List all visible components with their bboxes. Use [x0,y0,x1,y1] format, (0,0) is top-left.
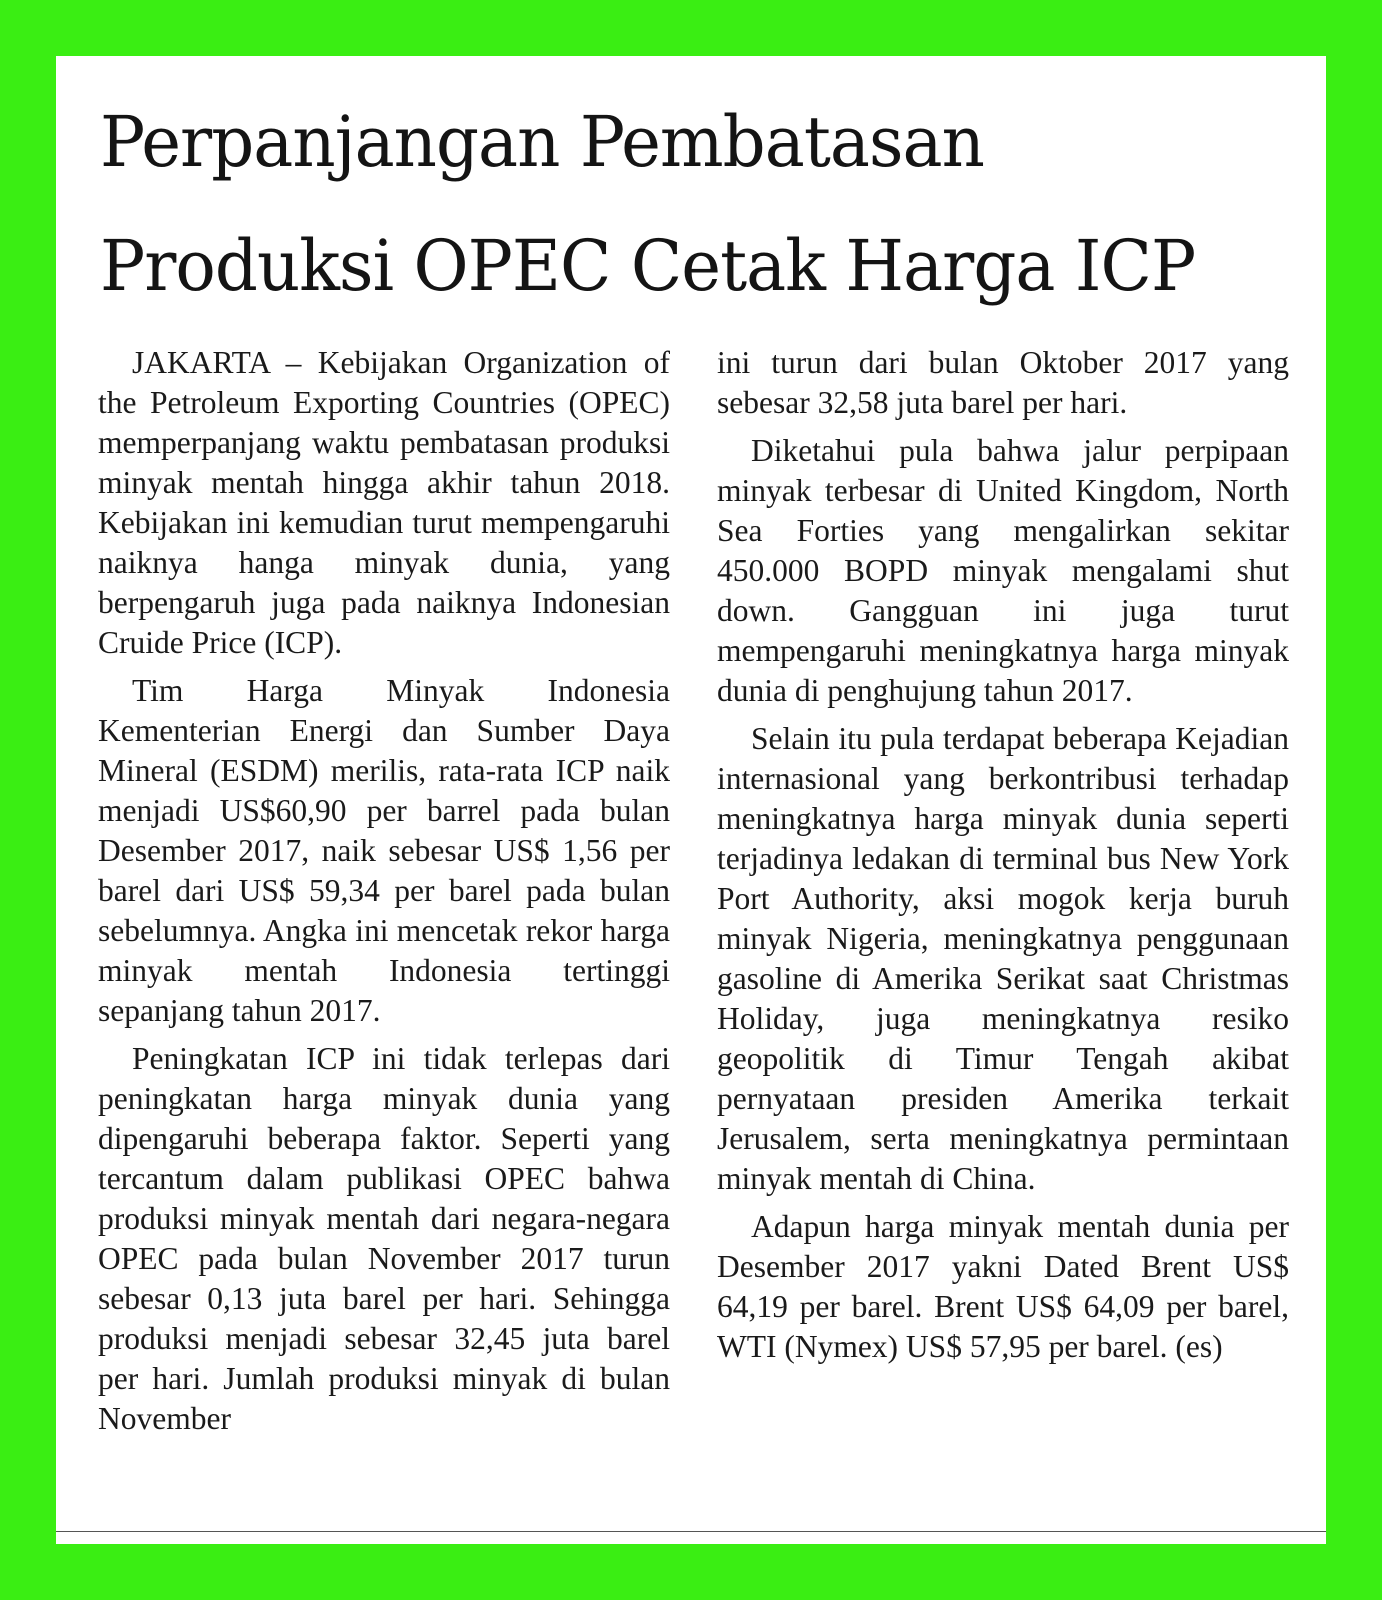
article-column-right [717,343,1289,1375]
paragraph: Tim Harga Minyak Indonesia Kementerian Energi dan Sumber Daya Mineral (ESDM) merilis, rata-rata ICP naik menjadi US$60,90 per barrel pada bulan Desember 2017, naik sebesar US$ 1,56 per barel dari US$ 59,34 per barel pada bulan sebelumnya. Angka ini mencetak rekor harga minyak mentah Indonesia tertinggi sepanjang tahun 2017. [98,673,670,1028]
newspaper-clipping [56,56,1326,1544]
paragraph: Diketahui pula bahwa jalur perpipaan minyak terbesar di United Kingdom, North Sea Forties yang mengalirkan sekitar 450.000 BOPD minyak mengalami shut down. Gangguan ini juga turut mempengaruhi meningkatnya harga minyak dunia di penghujung tahun 2017. [717,433,1289,708]
bottom-rule [56,1531,1326,1532]
headline-line-2: Produksi OPEC Cetak Harga ICP [100,225,1196,307]
article-headline [100,80,1252,328]
paragraph: Selain itu pula terdapat beberapa Kejadian internasional yang berkontribusi terhadap meningkatnya harga minyak dunia seperti terjadinya ledakan di terminal bus New York Port Authority, aksi mogok kerja buruh minyak Nigeria, meningkatnya penggunaan gasoline di Amerika Serikat saat Christmas Holiday, juga meningkatnya resiko geopolitik di Timur Tengah akibat pernyataan presiden Amerika terkait Jerusalem, serta meningkatnya permintaan minyak mentah di China. [717,721,1289,1196]
paragraph: Adapun harga minyak mentah dunia per Desember 2017 yakni Dated Brent US$ 64,19 per barel. Brent US$ 64,09 per barel, WTI (Nymex) US$ 57,95 per barel. (es) [717,1209,1289,1364]
paragraph: Peningkatan ICP ini tidak terlepas dari peningkatan harga minyak dunia yang dipengaruhi beberapa faktor. Seperti yang tercantum dalam publikasi OPEC bahwa produksi minyak mentah dari negara-negara OPEC pada bulan November 2017 turun sebesar 0,13 juta barel per hari. Sehingga produksi menjadi sebesar 32,45 juta barel per hari. Jumlah produksi minyak di bulan November [98,1041,670,1436]
paragraph: ini turun dari bulan Oktober 2017 yang sebesar 32,58 juta barel per hari. [717,345,1289,420]
headline-line-1: Perpanjangan Pembatasan [100,101,984,183]
article-column-left [98,343,670,1447]
paragraph: JAKARTA – Kebijakan Organization of the Petroleum Exporting Countries (OPEC) memperpanjang waktu pembatasan produksi minyak mentah hingga akhir tahun 2018. Kebijakan ini kemudian turut mempengaruhi naiknya hanga minyak dunia, yang berpengaruh juga pada naiknya Indonesian Cruide Price (ICP). [98,345,670,660]
